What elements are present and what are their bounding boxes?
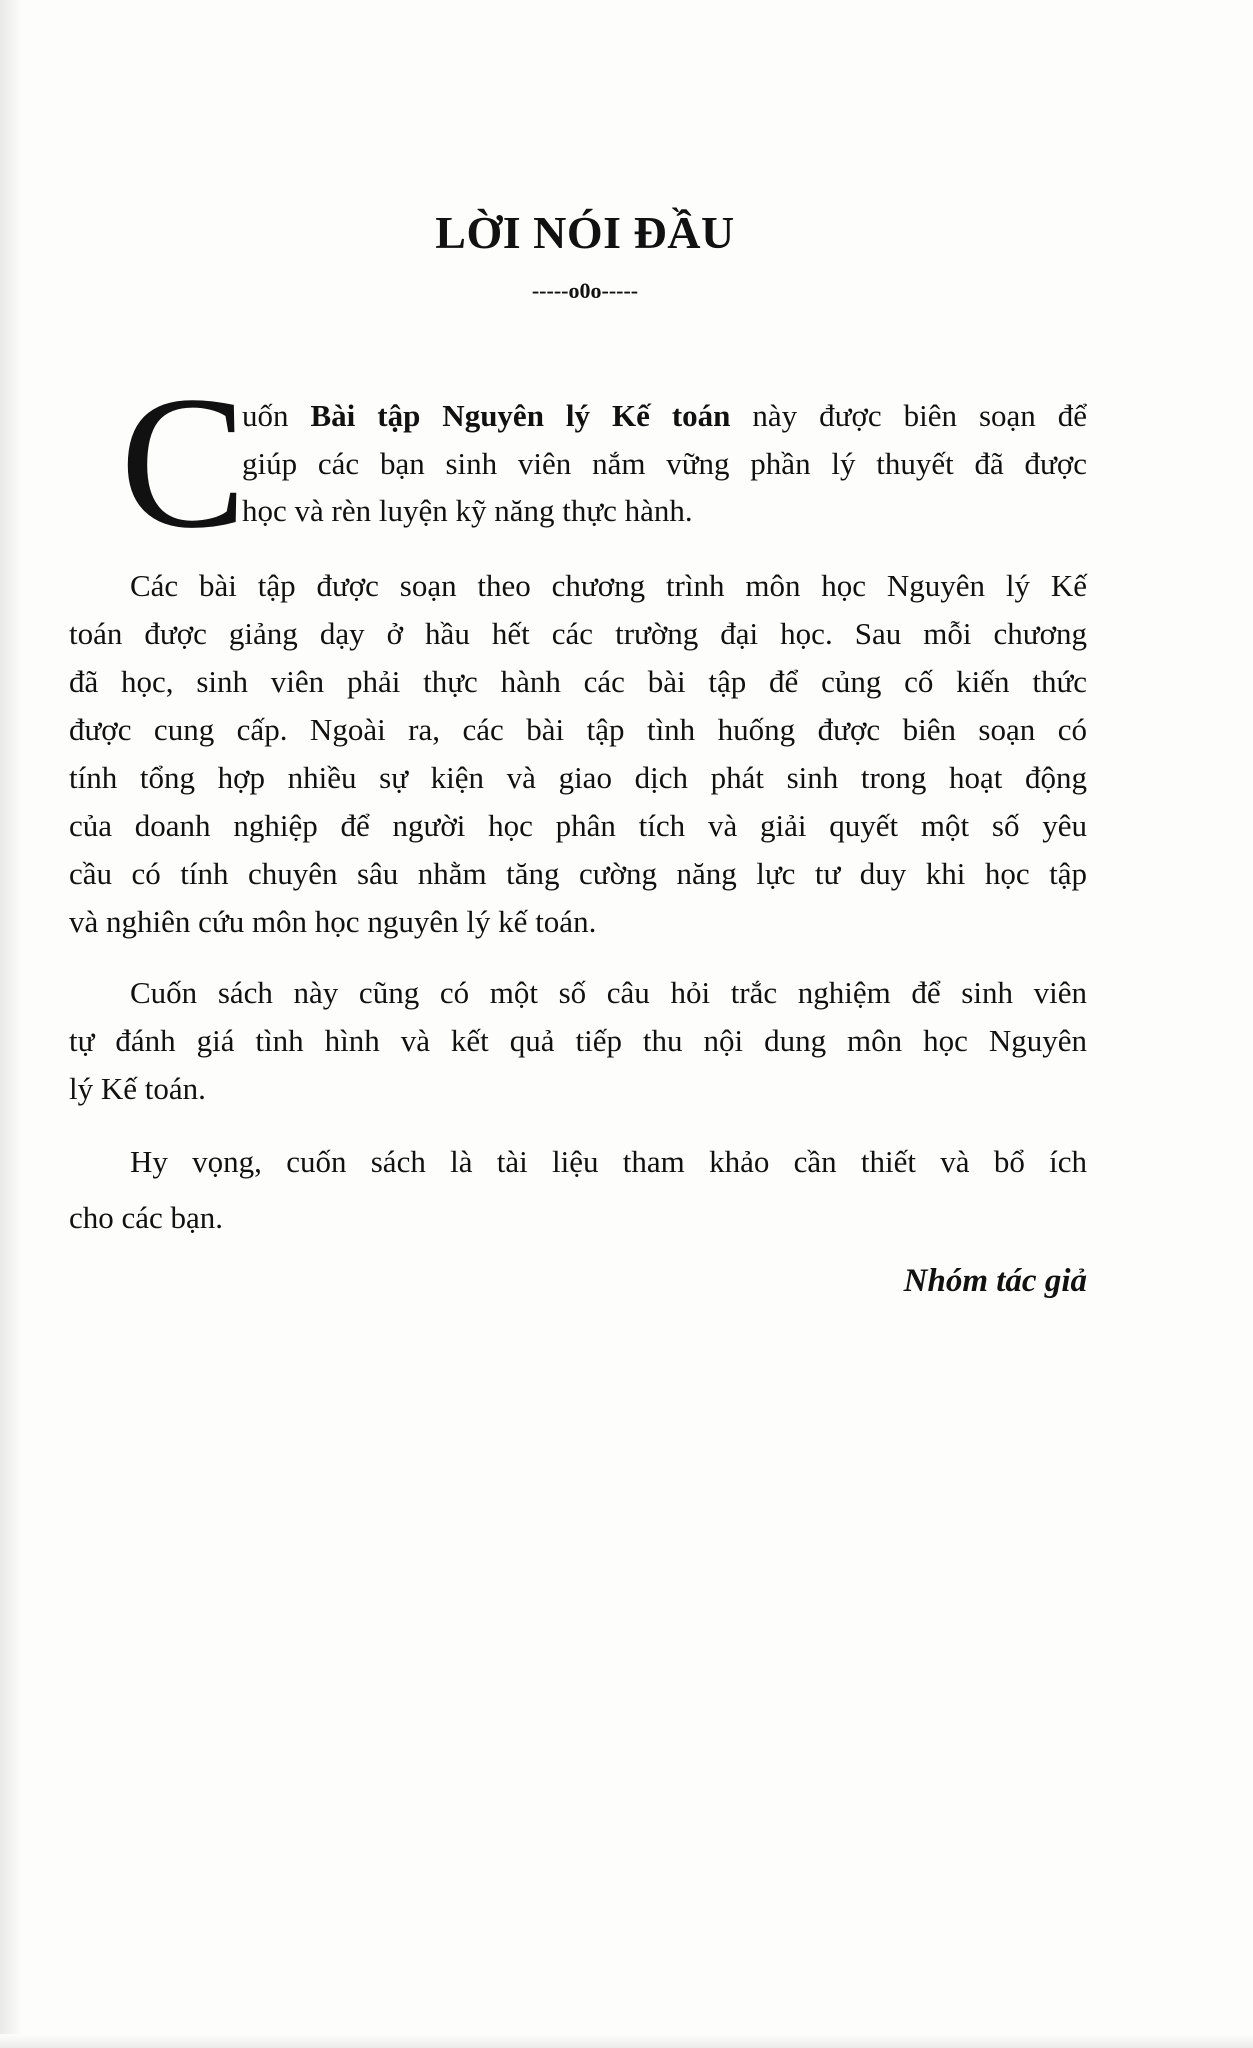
intro-line: học và rèn luyện kỹ năng thực hành. [242,493,693,528]
signature: Nhóm tác giả [903,1263,1087,1299]
paragraph-line: Cuốn sách này cũng có một số câu hỏi trắc nghiệm để sinh viên [130,975,1087,1010]
paragraph-line: Hy vọng, cuốn sách là tài liệu tham khảo cần thiết và bổ ích [130,1144,1087,1179]
paragraph-line: và nghiên cứu môn học nguyên lý kế toán. [69,904,597,939]
drop-cap: C [120,358,247,568]
page-edge-shadow [0,0,22,2048]
paragraph-line: được cung cấp. Ngoài ra, các bài tập tình huống được biên soạn có [69,712,1087,747]
paragraph-line: Các bài tập được soạn theo chương trình môn học Nguyên lý Kế [130,568,1087,603]
intro-line: giúp các bạn sinh viên nắm vững phần lý thuyết đã được [242,446,1087,481]
book-title-bold: Bài tập Nguyên lý Kế toán [310,398,731,433]
paragraph-line: tính tổng hợp nhiều sự kiện và giao dịch phát sinh trong hoạt động [69,760,1087,795]
intro-text: uốn [242,398,311,433]
paragraph-line: lý Kế toán. [69,1071,206,1106]
page-bottom-shadow [0,2034,1253,2048]
paragraph-line: cầu có tính chuyên sâu nhằm tăng cường năng lực tư duy khi học tập [69,856,1087,891]
intro-text: này được biên soạn để [730,398,1088,433]
paragraph-line: đã học, sinh viên phải thực hành các bài tập để củng cố kiến thức [69,664,1087,699]
page-title: LỜI NÓI ĐẦU [435,207,735,258]
intro-line [242,396,1087,436]
paragraph-line: toán được giảng dạy ở hầu hết các trường đại học. Sau mỗi chương [69,616,1087,651]
title-divider: -----o0o----- [531,278,639,303]
paragraph-line: của doanh nghiệp để người học phân tích và giải quyết một số yêu [69,808,1087,843]
paragraph-line: cho các bạn. [69,1200,224,1235]
paragraph-line: tự đánh giá tình hình và kết quả tiếp thu nội dung môn học Nguyên [69,1023,1087,1058]
